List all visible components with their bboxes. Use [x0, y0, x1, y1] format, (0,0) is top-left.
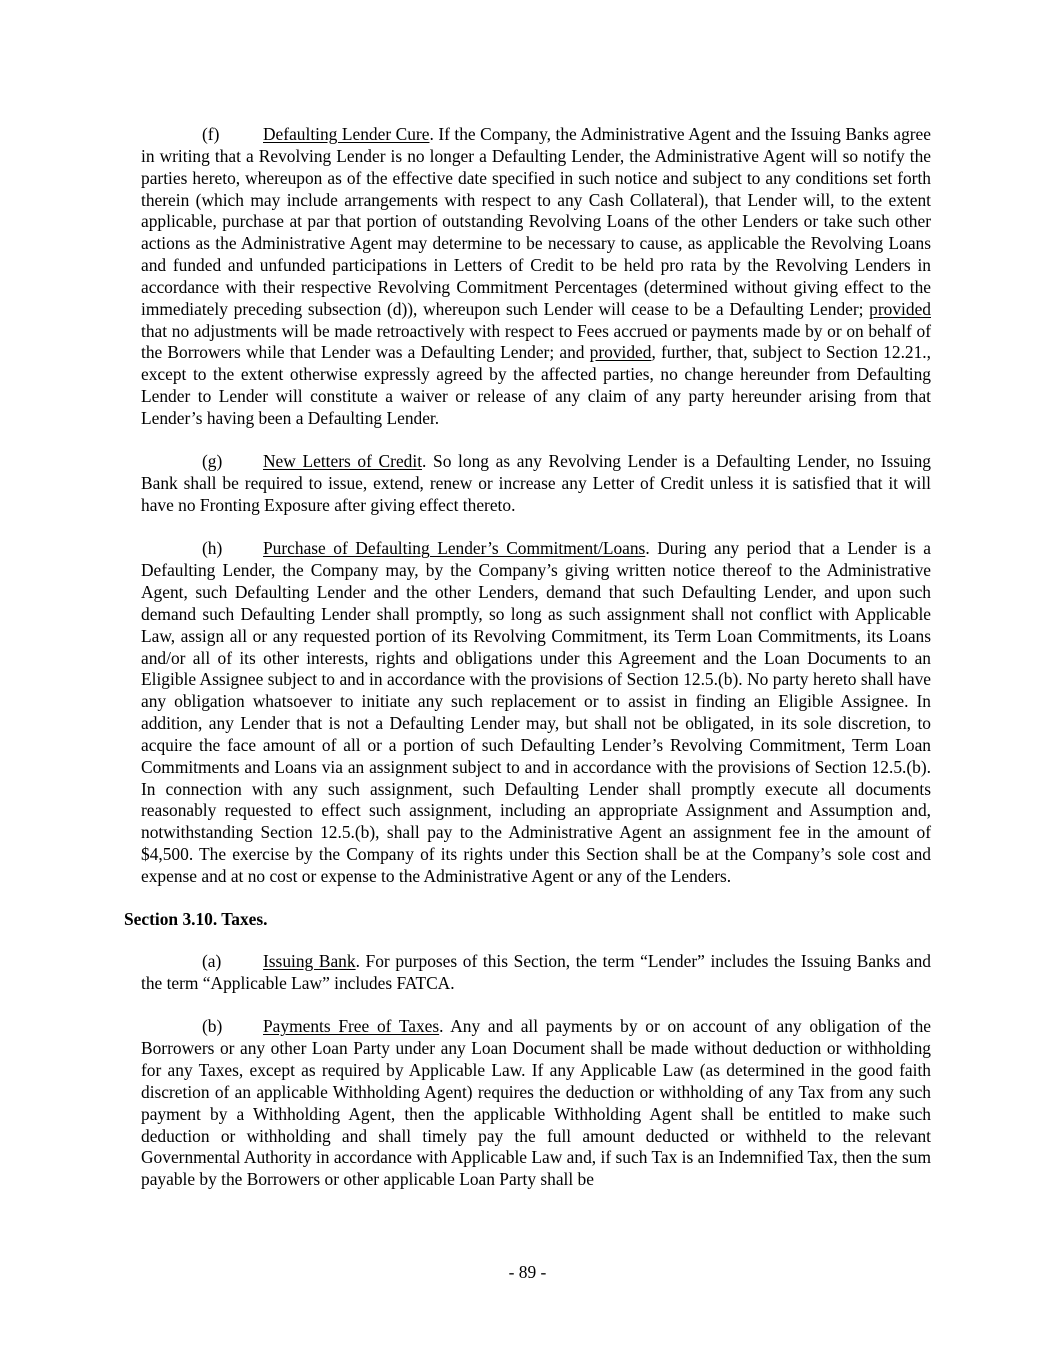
- paragraph-text: that no adjustments will be made retroactively with respect to Fees accrued or payments made by or on behalf of the Borrowers while that Lender was a Defaulting Lender; and: [141, 320, 931, 363]
- paragraph-text: . Any and all payments by or on account of any obligation of the Borrowers or any other Loan Party under any Loan Document shall be made without deduction or withholding for any Taxes, except as required by Applicable Law. If any Applicable Law (as determined in the good faith discretion of an applicable Withholding Agent) requires the deduction or withholding of any Tax from any such payment by a Withholding Agent, then the applicable Withholding Agent shall be entitled to make such deduction or withholding and shall timely pay the full amount deducted or withheld to the relevant Governmental Authority in accordance with Applicable Law and, if such Tax is an Indemnified Tax, then the sum payable by the Borrowers or other applicable Loan Party shall be: [141, 1016, 931, 1190]
- paragraph-title: Purchase of Defaulting Lender’s Commitment/Loans: [263, 538, 646, 559]
- provided-term: provided: [589, 342, 652, 363]
- paragraph-text: , further, that, subject to Section 12.21., except to the extent otherwise expressly agreed by the affected parties, no change hereunder from Defaulting Lender to Lender will constitute a waiver or release of any claim of any party hereunder arising from that Lender’s having been a Defaulting Lender.: [141, 342, 932, 428]
- paragraph-a: [141, 951, 931, 995]
- page-number: - 89 -: [508, 1262, 547, 1282]
- paragraph-label: (h): [202, 538, 223, 559]
- paragraph-title: Payments Free of Taxes: [263, 1016, 440, 1037]
- paragraph-text: . So long as any Revolving Lender is a Defaulting Lender, no Issuing Bank shall be required to issue, extend, renew or increase any Letter of Credit unless it is satisfied that it will have no Fronting Exposure after giving effect thereto.: [141, 451, 931, 515]
- paragraph-b: [141, 1016, 931, 1191]
- paragraph-title: New Letters of Credit: [263, 451, 423, 472]
- paragraph-label: (f): [202, 124, 220, 144]
- paragraph-title: Defaulting Lender Cure: [263, 124, 430, 144]
- paragraph-g: [141, 451, 931, 517]
- paragraph-text: . If the Company, the Administrative Agent and the Issuing Banks agree in writing that a Revolving Lender is no longer a Defaulting Lender, the Administrative Agent will so notify the parties hereto, whereupon as of the effective date specified in such notice and subject to any conditions set forth therein (which may include arrangements with respect to any Cash Collateral), that Lender will, to the extent applicable, purchase at par that portion of outstanding Revolving Loans of the other Lenders or take such other actions as the Administrative Agent may determine to be necessary to cause, as applicable the Revolving Loans and funded and unfunded participations in Letters of Credit to be held pro rata by the Revolving Lenders in accordance with their respective Revolving Commitment Percentages (determined without giving effect to the immediately preceding subsection (d)), whereupon such Lender will cease to be a Defaulting Lender;: [141, 124, 931, 319]
- paragraph-text: . During any period that a Lender is a Defaulting Lender, the Company may, by the Company’s giving written notice thereof to the Administrative Agent, such Defaulting Lender and the other Lenders, demand that such Defaulting Lender, and upon such demand such Defaulting Lender shall promptly, so long as such assignment shall not conflict with Applicable Law, assign all or any requested portion of its Revolving Commitment, its Term Loan Commitments, its Loans and/or all of its other interests, rights and obligations under this Agreement and the Loan Documents to an Eligible Assignee subject to and in accordance with the provisions of Section 12.5.(b). No party hereto shall have any obligation whatsoever to initiate any such replacement or to assist in finding an Eligible Assignee. In addition, any Lender that is not a Defaulting Lender may, but shall not be obligated, in its sole discretion, to acquire the face amount of all or a portion of such Defaulting Lender’s Revolving Commitment, Term Loan Commitments and Loans via an assignment subject to and in accordance with the provisions of Section 12.5.(b). In connection with any such assignment, such Defaulting Lender shall promptly execute all documents reasonably requested to effect such assignment, including an appropriate Assignment and Assumption and, notwithstanding Section 12.5.(b), shall pay to the Administrative Agent an assignment fee in the amount of $4,500. The exercise by the Company of its rights under this Section shall be at the Company’s sole cost and expense and at no cost or expense to the Administrative Agent or any of the Lenders.: [141, 538, 931, 886]
- paragraph-f: [141, 124, 931, 430]
- paragraph-label: (b): [202, 1016, 223, 1037]
- paragraph-title: Issuing Bank: [263, 951, 356, 972]
- provided-term: provided: [869, 298, 931, 319]
- section-heading: Section 3.10. Taxes.: [124, 909, 268, 930]
- paragraph-label: (g): [202, 451, 223, 472]
- paragraph-text: . For purposes of this Section, the term “Lender” includes the Issuing Banks and the term “Applicable Law” includes FATCA.: [141, 951, 931, 994]
- document-page: [124, 124, 932, 1213]
- paragraph-label: (a): [202, 951, 222, 972]
- paragraph-h: [141, 538, 931, 888]
